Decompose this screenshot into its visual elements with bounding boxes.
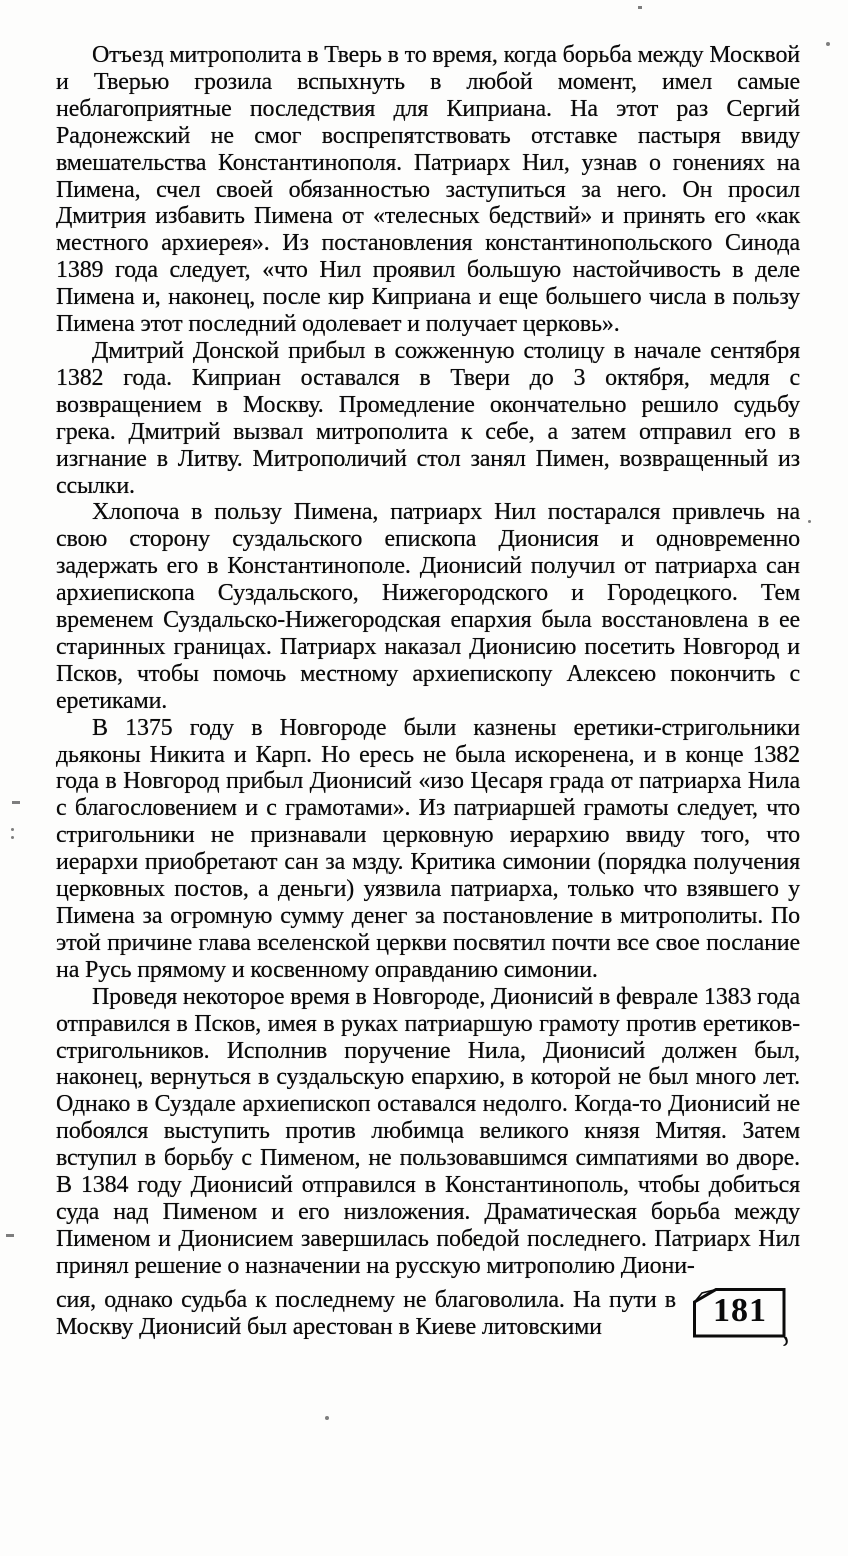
scan-artifact — [11, 828, 14, 831]
paragraph: Отъезд митрополита в Тверь в то время, когда борьба между Москвой и Тверью грозила вспыхнуть в любой момент, имел самые неблагоприятные последствия для Киприана. На этот раз Сергий Радонежский не смог воспрепятствовать отставке пастыря ввиду вмешательства Константинополя. Патриарх Нил, узнав о гонениях на Пимена, счел своей обязанностью заступиться за него. Он просил Дмитрия избавить Пимена от «телесных бедствий» и принять его «как местного архиерея». Из постановления константинопольского Синода 1389 года следует, «что Нил проявил большую настойчивость в деле Пимена и, наконец, после кир Киприана и еще большего числа в пользу Пимена этот последний одолевает и получает церковь». — [56, 42, 800, 338]
scan-artifact — [12, 801, 20, 804]
paragraph: Проведя некоторое время в Новгороде, Дионисий в феврале 1383 года отправился в Псков, имея в руках патриаршую грамоту против еретиков-стригольников. Исполнив поручение Нила, Дионисий должен был, наконец, вернуться в суздальскую епархию, в которой не был много лет. Однако в Суздале архиепископ оставался недолго. Когда-то Дионисий не побоялся выступить против любимца великого князя Митяя. Затем вступил в борьбу с Пименом, не пользовавшимся симпатиями во дворе. В 1384 году Дионисий отправился в Константинополь, чтобы добиться суда над Пименом и его низложения. Драматическая борьба между Пименом и Дионисием завершилась победой последнего. Патриарх Нил принял решение о назначении на русскую митрополию Диони- — [56, 983, 800, 1279]
paragraph: Хлопоча в пользу Пимена, патриарх Нил постарался привлечь на свою сторону суздальского епископа Дионисия и одновременно задержать его в Константинополе. Дионисий получил от патриарха сан архиепископа Суздальского, Нижегородского и Городецкого. Тем временем Суздальско-Нижегородская епархия была восстановлена в ее старинных границах. Патриарх наказал Дионисию посетить Новгород и Псков, чтобы помочь местному архиепископу Алексею покончить с еретиками. — [56, 499, 800, 714]
last-lines-row — [56, 1280, 800, 1348]
paragraph: Дмитрий Донской прибыл в сожженную столицу в начале сентября 1382 года. Киприан оставался в Твери до 3 октября, медля с возвращением в Москву. Промедление окончательно решило судьбу грека. Дмитрий вызвал митрополита к себе, а затем отправил его в изгнание в Литву. Митрополичий стол занял Пимен, возвращенный из ссылки. — [56, 337, 800, 499]
page-number-box — [690, 1286, 790, 1348]
scan-artifact — [826, 42, 830, 46]
text-block — [56, 42, 800, 1348]
scan-artifact — [808, 520, 811, 523]
scan-artifact — [6, 1234, 14, 1237]
paragraph: В 1375 году в Новгороде были казнены еретики-стригольники дьяконы Никита и Карп. Но ересь не была искоренена, и в конце 1382 года в Новгород прибыл Дионисий «изо Цесаря града от патриарха Нила с благословением и с грамотами». Из патриаршей грамоты следует, что стригольники не признавали церковную иерархию ввиду того, что иерархи приобретают сан за мзду. Критика симонии (порядка получения церковных постов, а деньги) уязвила патриарха, только что взявшего у Пимена за огромную сумму денег за постановление в митрополиты. По этой причине глава вселенской церкви посвятил почти все свое послание на Русь прямому и косвенному оправданию симонии. — [56, 714, 800, 983]
scan-artifact — [11, 836, 14, 839]
page-number: 181 — [713, 1292, 767, 1330]
scan-artifact — [325, 1416, 329, 1420]
paragraph-continuation: сия, однако судьба к последнему не благоволила. На пути в Москву Дионисий был арестован в Киеве литовскими — [56, 1286, 676, 1340]
scan-artifact — [638, 6, 642, 9]
